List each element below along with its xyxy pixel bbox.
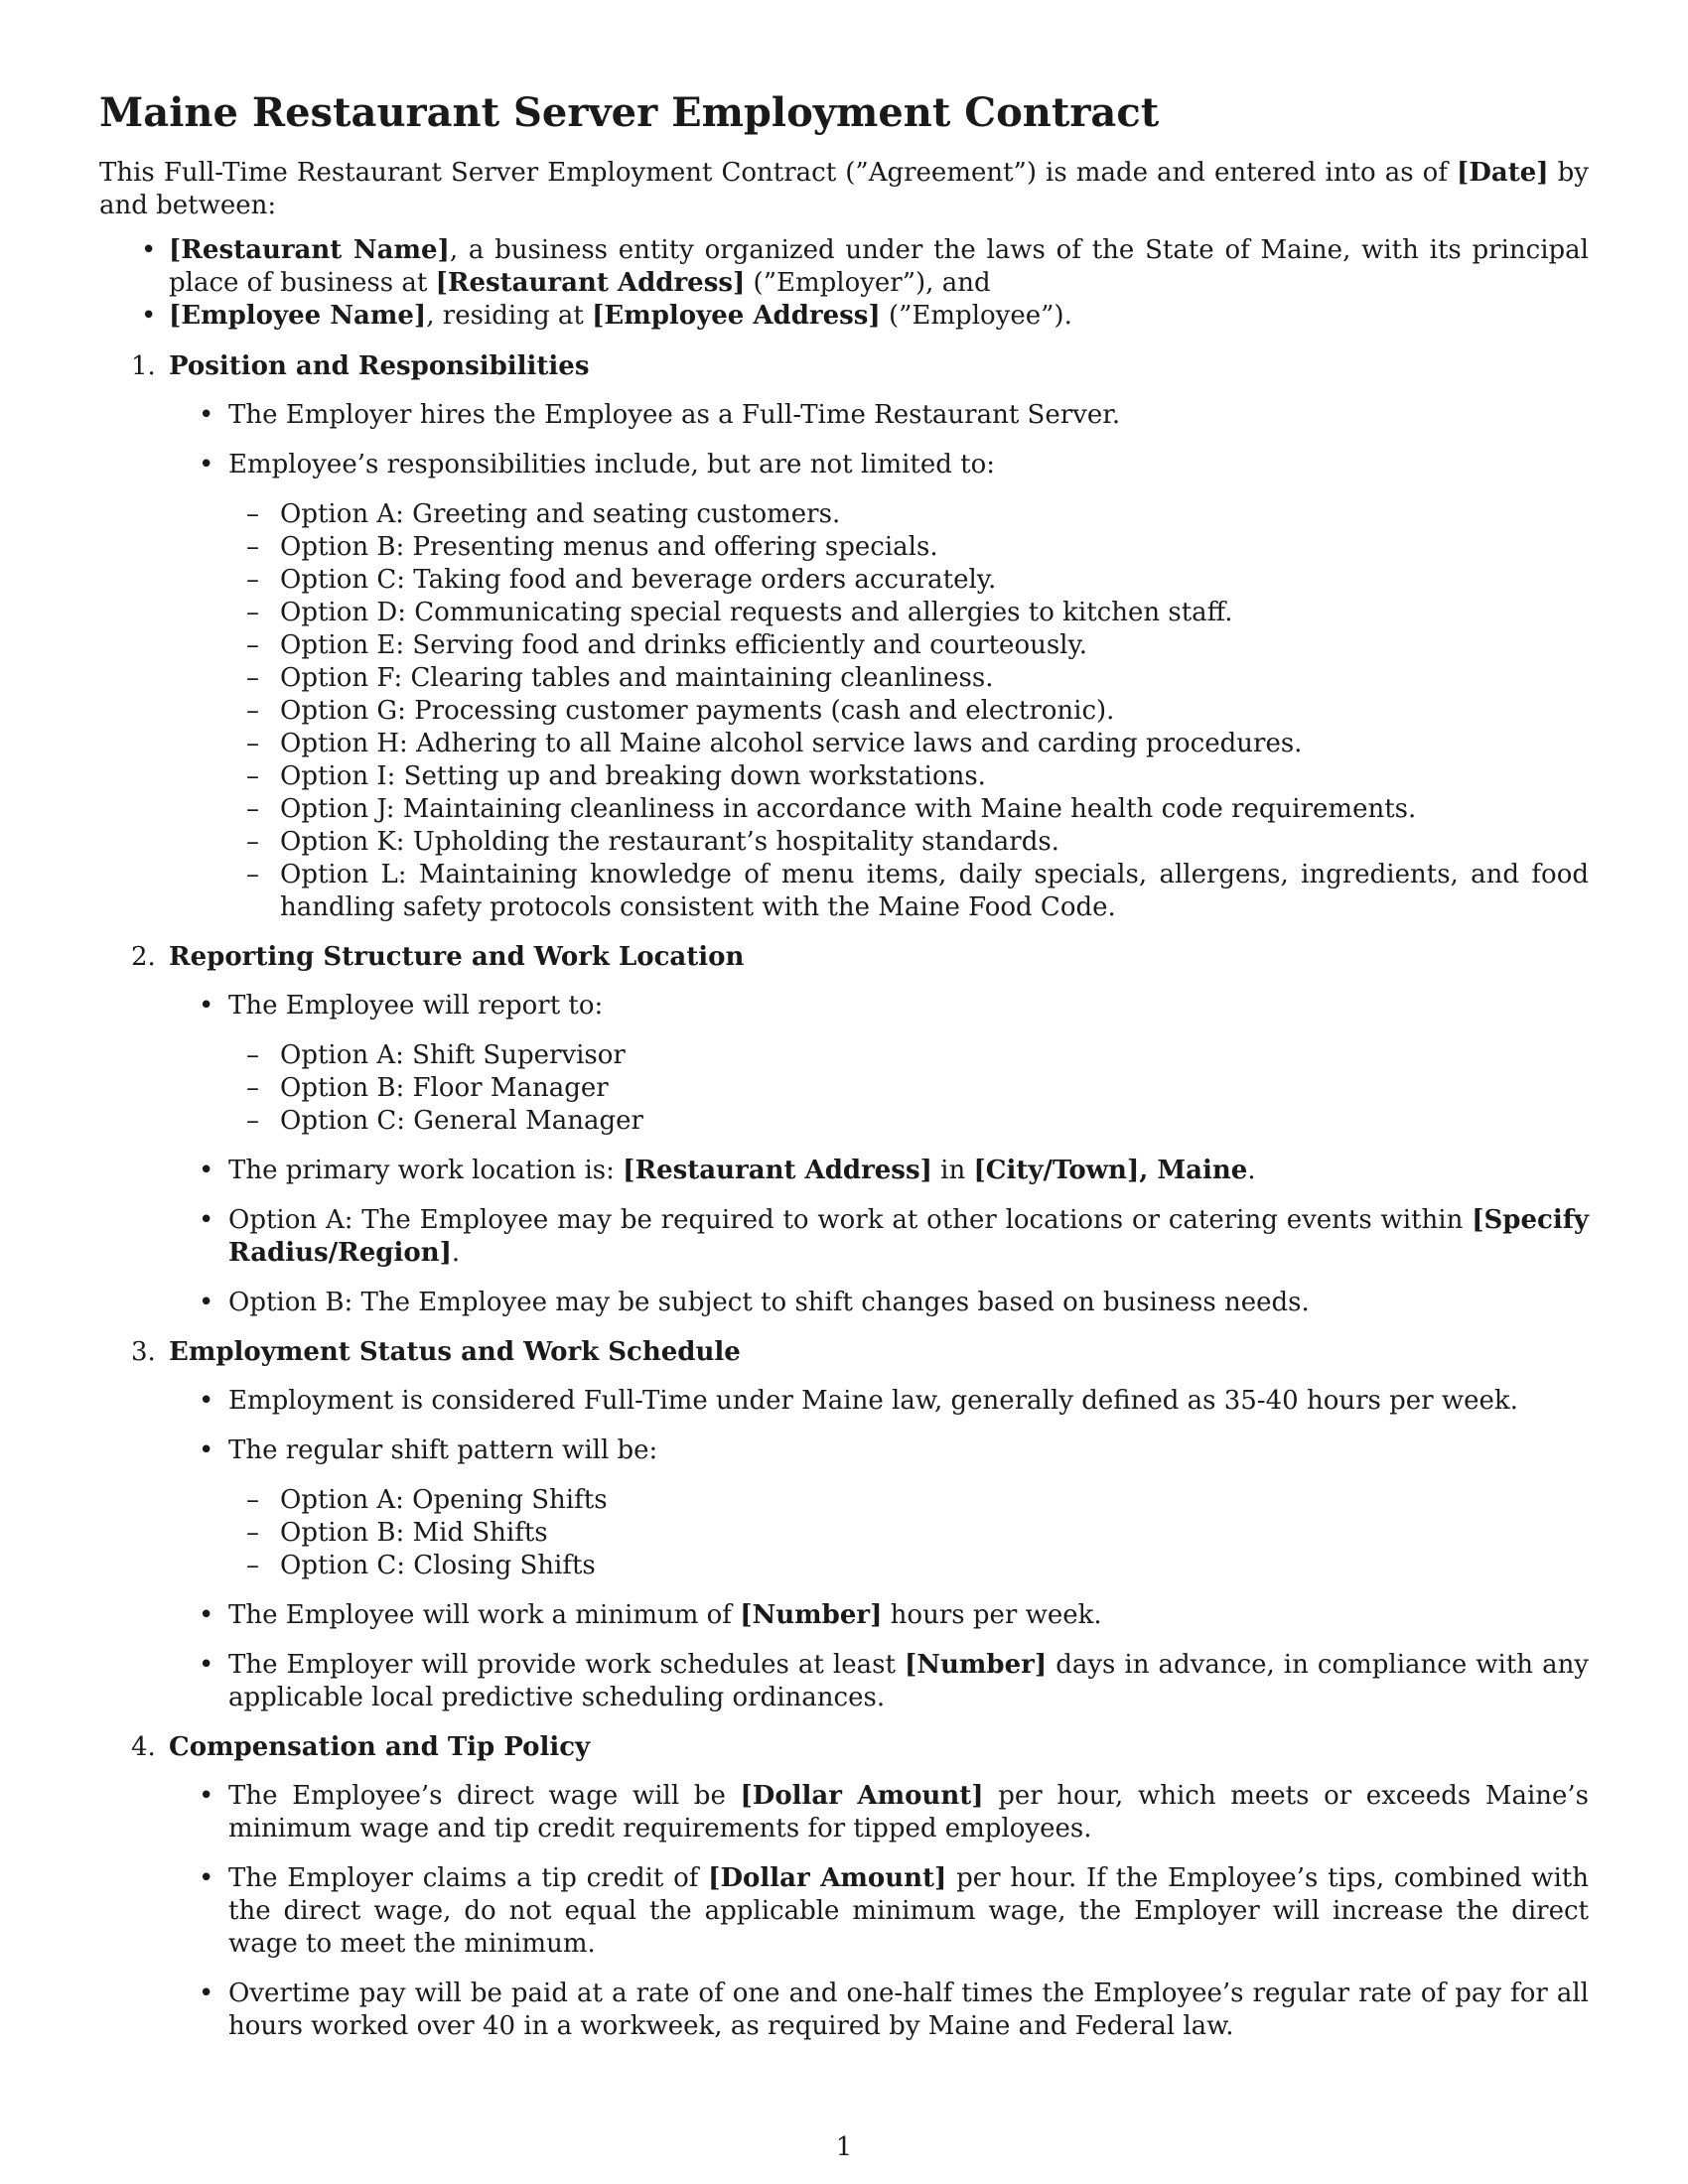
list-item: • Employment is considered Full-Time under Maine law, generally defined as 35-40 hours per week. — [169, 1385, 1589, 1418]
list-item: • Option B: The Employee may be subject to shift changes based on business needs. — [169, 1287, 1589, 1319]
option-item: – Option C: Taking food and beverage orders accurately. — [228, 564, 1589, 597]
list-item: • Employee’s responsibilities include, but are not limited to: – Option A: Greeting and seating customers. – Option B: Presenting menus and offering specials. – Option C: Taking food and beverage orders accurately. – Option D: Communicating special requests and allergies to kitchen staff. – Option E: Serving food and drinks efficiently and courteously. – Option F: Clearing tables and maintaining cleanliness. – Option G: Processing customer payments (cash and electronic). – Option H: Adhering to all Maine alcohol service laws and carding procedures. – Option I: Setting up and breaking down workstations. – Option J: Maintaining cleanliness in accordance with Maine health code requirements. – Option K: Upholding the restaurant’s hospitality standards. – Option L: Maintaining knowledge of menu items, daily specials, allergens, ingredients, and food handling safety protocols consistent with the Maine Food Code. — [169, 449, 1589, 924]
option-item: – Option L: Maintaining knowledge of menu items, daily specials, allergens, ingredients, and food handling safety protocols consistent with the Maine Food Code. — [228, 859, 1589, 924]
section-heading: Position and Responsibilities — [169, 351, 590, 381]
list-item: • The Employee will work a minimum of [Number] hours per week. — [169, 1599, 1589, 1632]
bullet-list — [169, 1385, 1589, 1714]
option-item: – Option E: Serving food and drinks efficiently and courteously. — [228, 629, 1589, 662]
list-item: • The primary work location is: [Restaurant Address] in [City/Town], Maine. — [169, 1155, 1589, 1187]
option-item: – Option A: Opening Shifts — [228, 1484, 1589, 1517]
option-item: – Option K: Upholding the restaurant’s hospitality standards. — [228, 826, 1589, 859]
option-item: – Option J: Maintaining cleanliness in accordance with Maine health code requirements. — [228, 793, 1589, 826]
list-item: • The regular shift pattern will be: – Option A: Opening Shifts – Option B: Mid Shifts – Option C: Closing Shifts — [169, 1434, 1589, 1582]
list-item: • The Employer hires the Employee as a Full-Time Restaurant Server. — [169, 399, 1589, 432]
section-reporting — [99, 941, 1589, 1319]
section-position — [99, 350, 1589, 924]
page-number: 1 — [835, 2132, 853, 2162]
option-item: – Option A: Shift Supervisor — [228, 1039, 1589, 1072]
section-heading: Employment Status and Work Schedule — [169, 1337, 741, 1367]
date-placeholder: [Date] — [1457, 158, 1549, 188]
option-list — [228, 1039, 1589, 1138]
list-item: • The Employer claims a tip credit of [Dollar Amount] per hour. If the Employee’s tips, combined with the direct wage, do not equal the applicable minimum wage, the Employer will increase the direct wage to meet the minimum. — [169, 1862, 1589, 1961]
list-item: • The Employee’s direct wage will be [Dollar Amount] per hour, which meets or exceeds Maine’s minimum wage and tip credit requirements for tipped employees. — [169, 1780, 1589, 1845]
section-heading: Reporting Structure and Work Location — [169, 942, 745, 972]
option-item: – Option B: Presenting menus and offering specials. — [228, 531, 1589, 564]
option-list — [228, 1484, 1589, 1582]
section-number: 4. — [131, 1732, 156, 1762]
contract-sections — [99, 350, 1589, 2043]
party-employer: • [Restaurant Name], a business entity organized under the laws of the State of Maine, with its principal place of business at [Restaurant Address] (”Employer”), and — [99, 234, 1589, 300]
option-list — [228, 498, 1589, 924]
section-number: 1. — [131, 351, 156, 381]
option-item: – Option A: Greeting and seating customers. — [228, 498, 1589, 531]
section-compensation — [99, 1731, 1589, 2043]
option-item: – Option F: Clearing tables and maintaining cleanliness. — [228, 662, 1589, 695]
list-item: • The Employer will provide work schedules at least [Number] days in advance, in compliance with any applicable local predictive scheduling ordinances. — [169, 1649, 1589, 1714]
list-item: • Option A: The Employee may be required to work at other locations or catering events within [Specify Radius/Region]. — [169, 1204, 1589, 1270]
bullet-list — [169, 399, 1589, 924]
option-item: – Option C: Closing Shifts — [228, 1550, 1589, 1582]
section-number: 3. — [131, 1337, 156, 1367]
document-page — [99, 89, 1589, 2060]
section-heading: Compensation and Tip Policy — [169, 1732, 591, 1762]
section-number: 2. — [131, 942, 156, 972]
option-item: – Option B: Mid Shifts — [228, 1517, 1589, 1550]
list-item: • Overtime pay will be paid at a rate of one and one-half times the Employee’s regular rate of pay for all hours worked over 40 in a workweek, as required by Maine and Federal law. — [169, 1978, 1589, 2043]
party-employee: • [Employee Name], residing at [Employee Address] (”Employee”). — [99, 300, 1589, 333]
option-item: – Option B: Floor Manager — [228, 1072, 1589, 1105]
bullet-list — [169, 1780, 1589, 2043]
list-item: • The Employee will report to: – Option A: Shift Supervisor – Option B: Floor Manager – Option C: General Manager — [169, 990, 1589, 1138]
option-item: – Option I: Setting up and breaking down workstations. — [228, 760, 1589, 793]
option-item: – Option C: General Manager — [228, 1105, 1589, 1138]
bullet-list — [169, 990, 1589, 1319]
option-item: – Option G: Processing customer payments (cash and electronic). — [228, 695, 1589, 728]
option-item: – Option H: Adhering to all Maine alcohol service laws and carding procedures. — [228, 728, 1589, 760]
document-title: Maine Restaurant Server Employment Contract — [99, 89, 1160, 136]
option-item: – Option D: Communicating special requests and allergies to kitchen staff. — [228, 597, 1589, 629]
section-employment-status — [99, 1336, 1589, 1714]
intro-paragraph: This Full-Time Restaurant Server Employment Contract (”Agreement”) is made and entered into as of [Date] by and between: — [99, 158, 1589, 220]
parties-list — [99, 234, 1589, 333]
